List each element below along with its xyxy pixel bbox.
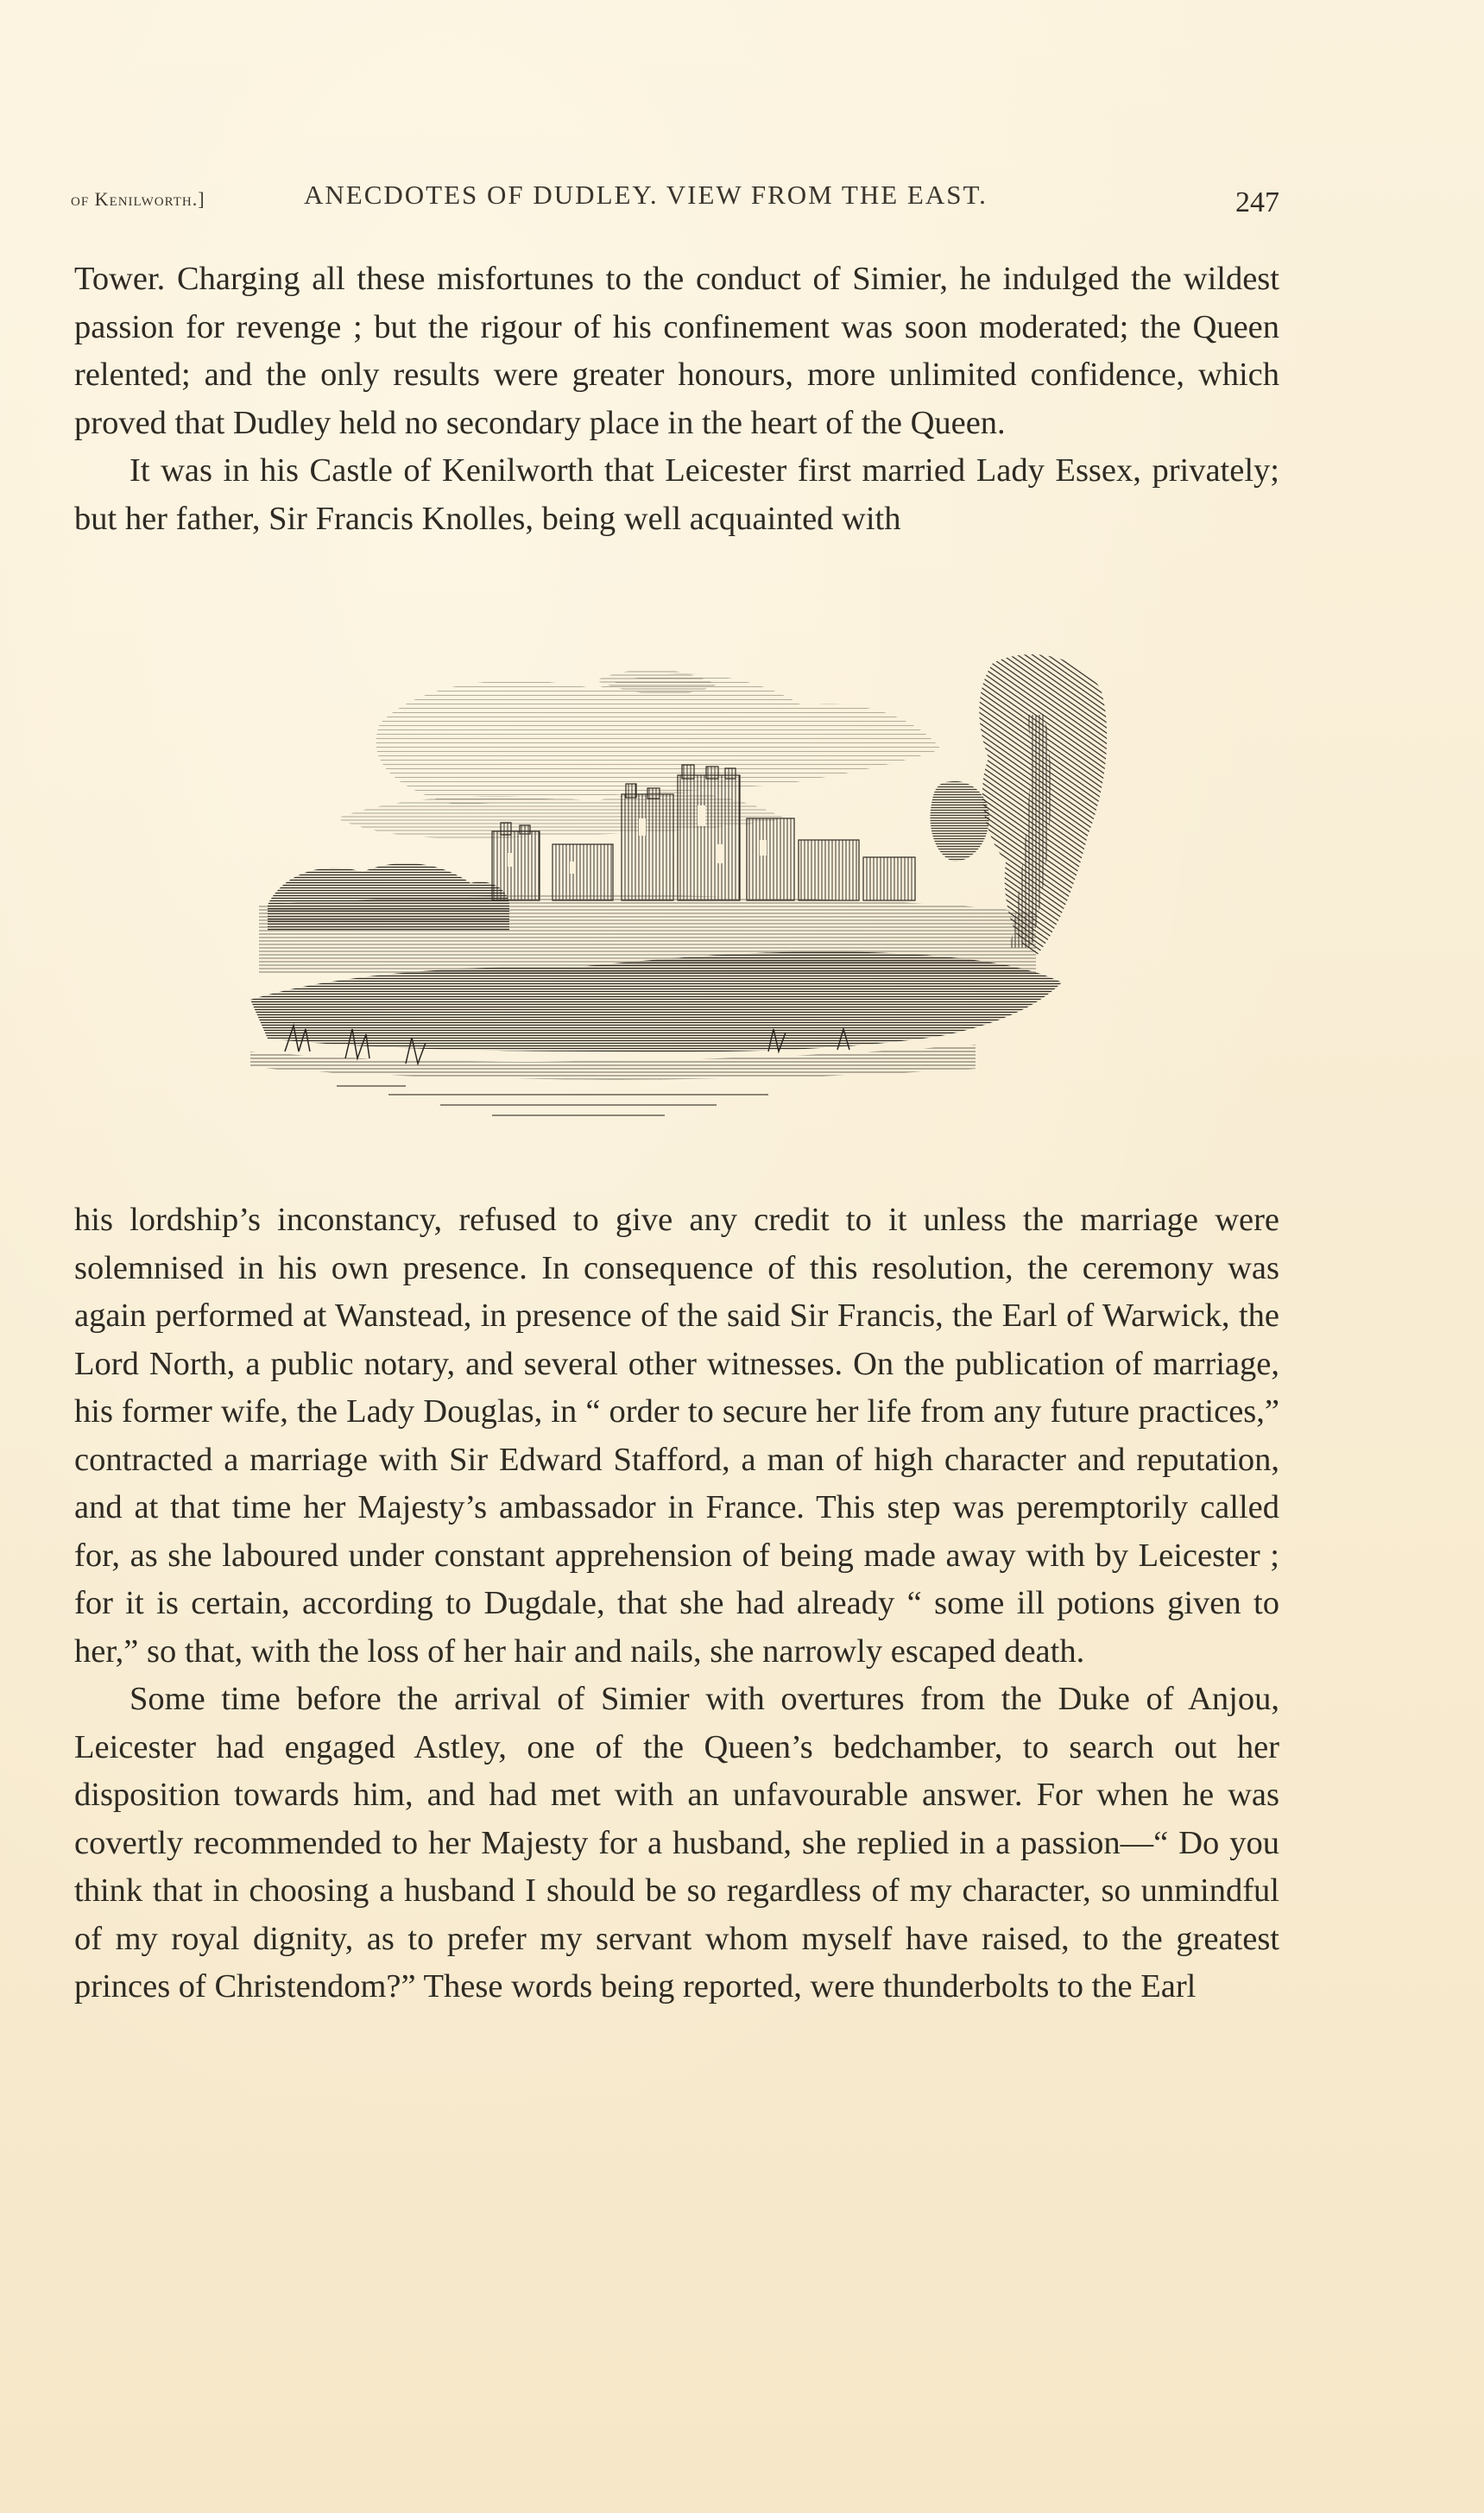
- paragraph: It was in his Castle of Kenilworth that Leicester first married Lady Essex, privately; but her father, Sir Francis Knolles, being well acquainted with: [74, 452, 1279, 537]
- body-text-bottom: [74, 1197, 1279, 2011]
- castle-engraving-illustration: [233, 646, 1131, 1129]
- page-number: 247: [1235, 186, 1279, 218]
- water-lines: [337, 1086, 768, 1115]
- body-text-top: [74, 256, 1279, 543]
- running-header-title: ANECDOTES OF DUDLEY. VIEW FROM THE EAST.: [304, 180, 988, 210]
- running-header: [71, 180, 1279, 223]
- paragraph: Tower. Charging all these misfortunes to the conduct of Simier, he indulged the wildest passion for revenge ; but the rigour of his confinement was soon moderated; the Queen relented; and the only results were greater honours, more unlimited confidence, which proved that Dudley held no secondary place in the heart of the Queen.: [74, 261, 1279, 441]
- tree-right-small: [930, 781, 988, 862]
- paragraph: his lordship’s inconstancy, refused to give any credit to it unless the marriage were solemnised in his own presence. In consequence of this resolution, the ceremony was again performed at Wanstead, in presence of the said Sir Francis, the Earl of Warwick, the Lord North, a public notary, and several other witnesses. On the publication of marriage, his former wife, the Lady Douglas, in “ order to secure her life from any future practices,” contracted a marriage with Sir Edward Stafford, a man of high character and reputation, and at that time her Majesty’s ambassador in France. This step was peremptorily called for, as she laboured under constant apprehension of being made away with by Leicester ; for it is certain, according to Dugdale, that she had already “ some ill potions given to her,” so that, with the loss of her hair and nails, she narrowly escaped death.: [74, 1202, 1279, 1670]
- engraving-kenilworth-castle-ruins-icon: [233, 646, 1131, 1129]
- running-header-section: of Kenilworth.]: [71, 188, 205, 210]
- paragraph: Some time before the arrival of Simier with overtures from the Duke of Anjou, Leicester had engaged Astley, one of the Queen’s bedchamber, to search out her disposition towards him, and had met with an unfavourable answer. For when he was covertly recommended to her Majesty for a husband, she replied in a passion—“ Do you think that in choosing a husband I should be so regardless of my character, so unmindful of my royal dignity, as to prefer my servant whom myself have raised, to the greatest princes of Christendom?” These words being reported, were thunderbolts to the Earl: [74, 1681, 1279, 2005]
